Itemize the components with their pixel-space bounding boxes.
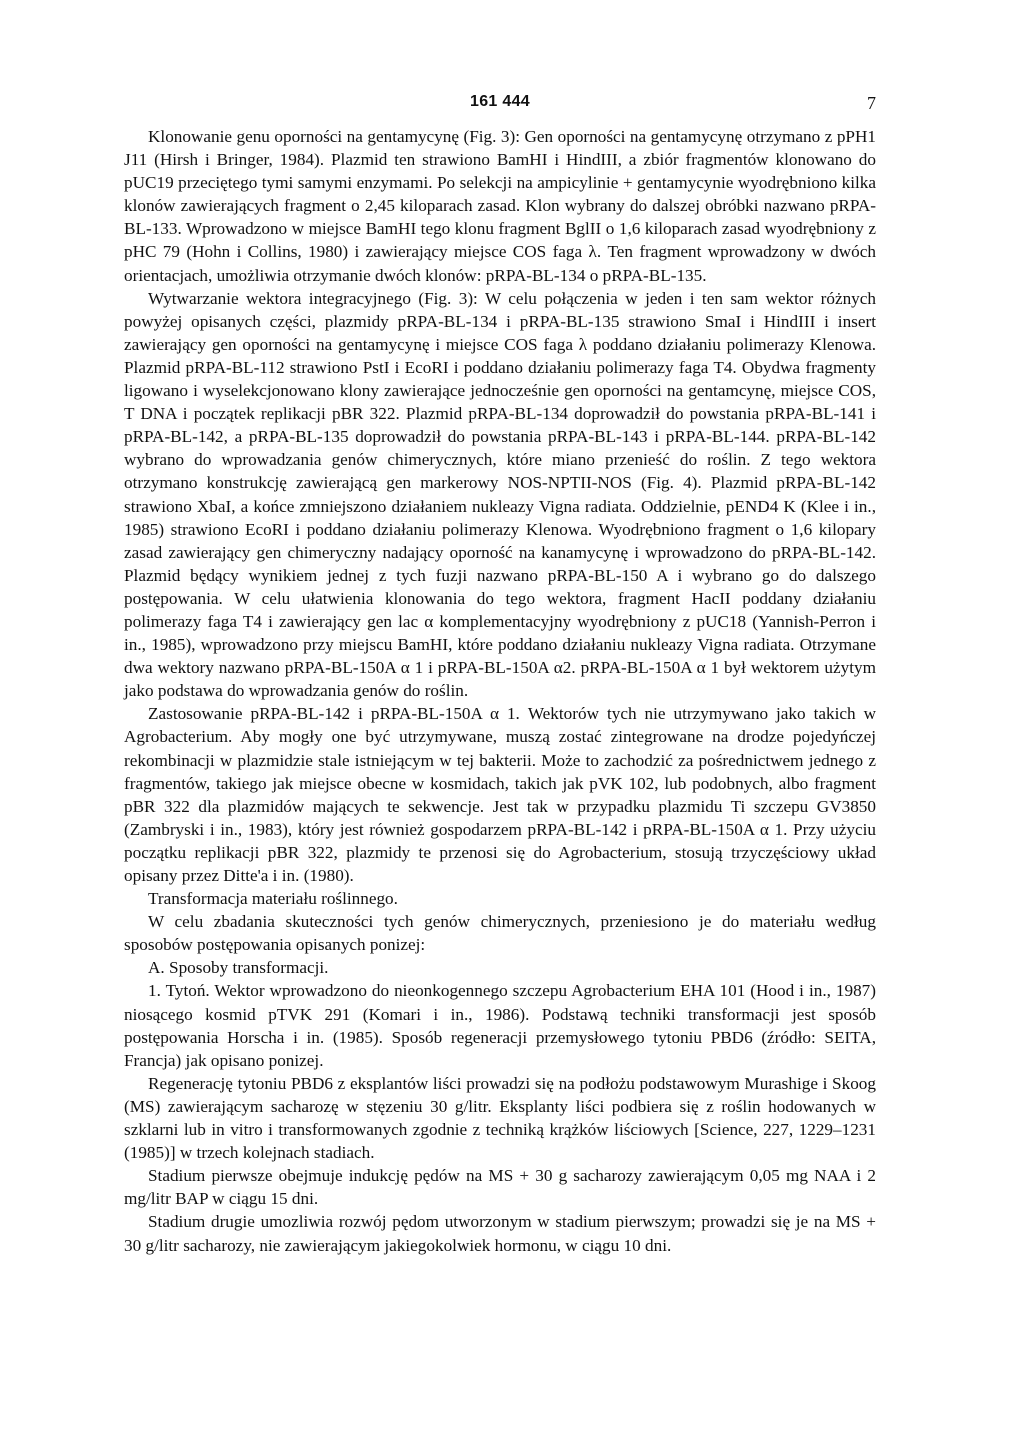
paragraph-tobacco: 1. Tytoń. Wektor wprowadzono do nieonkogennego szczepu Agrobacterium EHA 101 (Hood i in., 1987) niosącego kosmid pTVK 291 (Komari i in., 1986). Podstawą techniki transformacji jest sposób postępowania Horscha i in. (1985). Sposób regeneracji przemysłowego tytoniu PBD6 (źródło: SEITA, Francja) jak opisano ponizej.: [124, 981, 876, 1070]
paragraph-stage-one: Stadium pierwsze obejmuje indukcję pędów na MS + 30 g sacharozy zawierającym 0,05 mg NAA i 2 mg/litr BAP w ciągu 15 dni.: [124, 1166, 876, 1209]
paragraph-integration-vector: Wytwarzanie wektora integracyjnego (Fig. 3): W celu połączenia w jeden i ten sam wektor różnych powyżej opisanych części, plazmidy pRPA-BL-134 i pRPA-BL-135 strawiono SmaI i HindIII i insert zawierający gen oporności na gentamycynę i miejsce COS faga λ poddano działaniu polimerazy Klenowa. Plazmid pRPA-BL-112 strawiono PstI i EcoRI i poddano działaniu polimerazy faga T4. Obydwa fragmenty ligowano i wyselekcjonowano klony zawierające jednocześnie gen oporności na gentamcynę, miejsce COS, T DNA i początek replikacji pBR 322. Plazmid pRPA-BL-134 doprowadził do powstania pRPA-BL-141 i pRPA-BL-142, a pRPA-BL-135 doprowadził do powstania pRPA-BL-143 i pRPA-BL-144. pRPA-BL-142 wybrano do wprowadzania genów chimerycznych, które miano przenieść do roślin. Z tego wektora otrzymano konstrukcję zawierającą gen markerowy NOS-NPTII-NOS (Fig. 4). Plazmid pRPA-BL-142 strawiono XbaI, a końce zmniejszono działaniem nukleazy Vigna radiata. Oddzielnie, pEND4 K (Klee i in., 1985) strawiono EcoRI i poddano działaniu polimerazy Klenowa. Wyodrębniono fragment o 1,6 kilopary zasad zawierający gen chimeryczny nadający oporność na kanamycynę i wprowadzono do pRPA-BL-142. Plazmid będący wynikiem jednej z tych fuzji nazwano pRPA-BL-150 A i wybrano go do dalszego postępowania. W celu ułatwienia klonowania do tego wektora, fragment HacII poddany działaniu polimerazy faga T4 i zawierający gen lac α komplementacyjny wyodrębniony z pUC18 (Yannish-Perron i in., 1985), wprowadzono przy miejscu BamHI, które poddano działaniu nukleazy Vigna radiata. Otrzymane dwa wektory nazwano pRPA-BL-150A α 1 i pRPA-BL-150A α2. pRPA-BL-150A α 1 był wektorem użytym jako podstawa do wprowadzania genów do roślin.: [124, 288, 876, 701]
patent-number: 161 444: [470, 93, 530, 110]
paragraph-regeneration: Regenerację tytoniu PBD6 z eksplantów liści prowadzi się na podłożu podstawowym Murashige i Skoog (MS) zawierającym sacharozę w stęzeniu 30 g/litr. Eksplanty liści podbiera się z roślin hodowanych w szklarni lub in vitro i transformowanych zgodnie z techniką krążków liściowych [Science, 227, 1229–1231 (1985)] w trzech kolejnach stadiach.: [124, 1073, 876, 1163]
page-header: [124, 93, 876, 117]
page-number: 7: [867, 93, 876, 113]
subheading-methods: A. Sposoby transformacji.: [148, 958, 329, 978]
paragraph-gentamycin-cloning: Klonowanie genu oporności na gentamycynę (Fig. 3): Gen oporności na gentamycynę otrzymano z pPH1 J11 (Hirsh i Bringer, 1984). Plazmid ten strawiono BamHI i HindIII, a zbiór fragmentów klonowano do pUC19 przeciętego tymi samymi enzymami. Po selekcji na ampicylinie + gentamycynie wyodrębniono kilka klonów zawierających fragment o 2,45 kiloparach zasad. Klon wybrany do dalszej obróbki nazwano pRPA-BL-133. Wprowadzono w miejsce BamHI tego klonu fragment BglII o 1,6 kiloparach zasad wyodrębniony z pHC 79 (Hohn i Collins, 1980) i zawierający miejsce COS faga λ. Ten fragment wprowadzony w dwóch orientacjach, umożliwia otrzymanie dwóch klonów: pRPA-BL-134 o pRPA-BL-135.: [124, 127, 876, 285]
paragraph-intro-methods: W celu zbadania skuteczności tych genów chimerycznych, przeniesiono je do materiału według sposobów postępowania opisanych ponizej:: [124, 912, 876, 955]
paragraph-vector-use: Zastosowanie pRPA-BL-142 i pRPA-BL-150A α 1. Wektorów tych nie utrzymywano jako takich w Agrobacterium. Aby mogły one być utrzymywane, muszą zostać zintegrowane na drodze pojedyńczej rekombinacji w plazmidzie stale istniejącym w tej bakterii. Może to zachodzić za pośrednictwem jednego z fragmentów, takiego jak miejsce obecne w kosmidach, takich jak pVK 102, lub podobnych, albo fragment pBR 322 dla plazmidów mających te sekwencje. Jest tak w przypadku plazmidu Ti szczepu GV3850 (Zambryski i in., 1983), który jest również gospodarzem pRPA-BL-142 i pRPA-BL-150A α 1. Przy użyciu początku replikacji pBR 322, plazmidy te przenosi się do Agrobacterium, stosują trzyczęściowy układ opisany przez Ditte'a i in. (1980).: [124, 704, 876, 885]
document-body: [124, 125, 876, 1257]
section-heading-transformation: Transformacja materiału roślinnego.: [148, 889, 398, 909]
paragraph-stage-two: Stadium drugie umozliwia rozwój pędom utworzonym w stadium pierwszym; prowadzi się je na MS + 30 g/litr sacharozy, nie zawierającym jakiegokolwiek hormonu, w ciągu 10 dni.: [124, 1212, 876, 1255]
